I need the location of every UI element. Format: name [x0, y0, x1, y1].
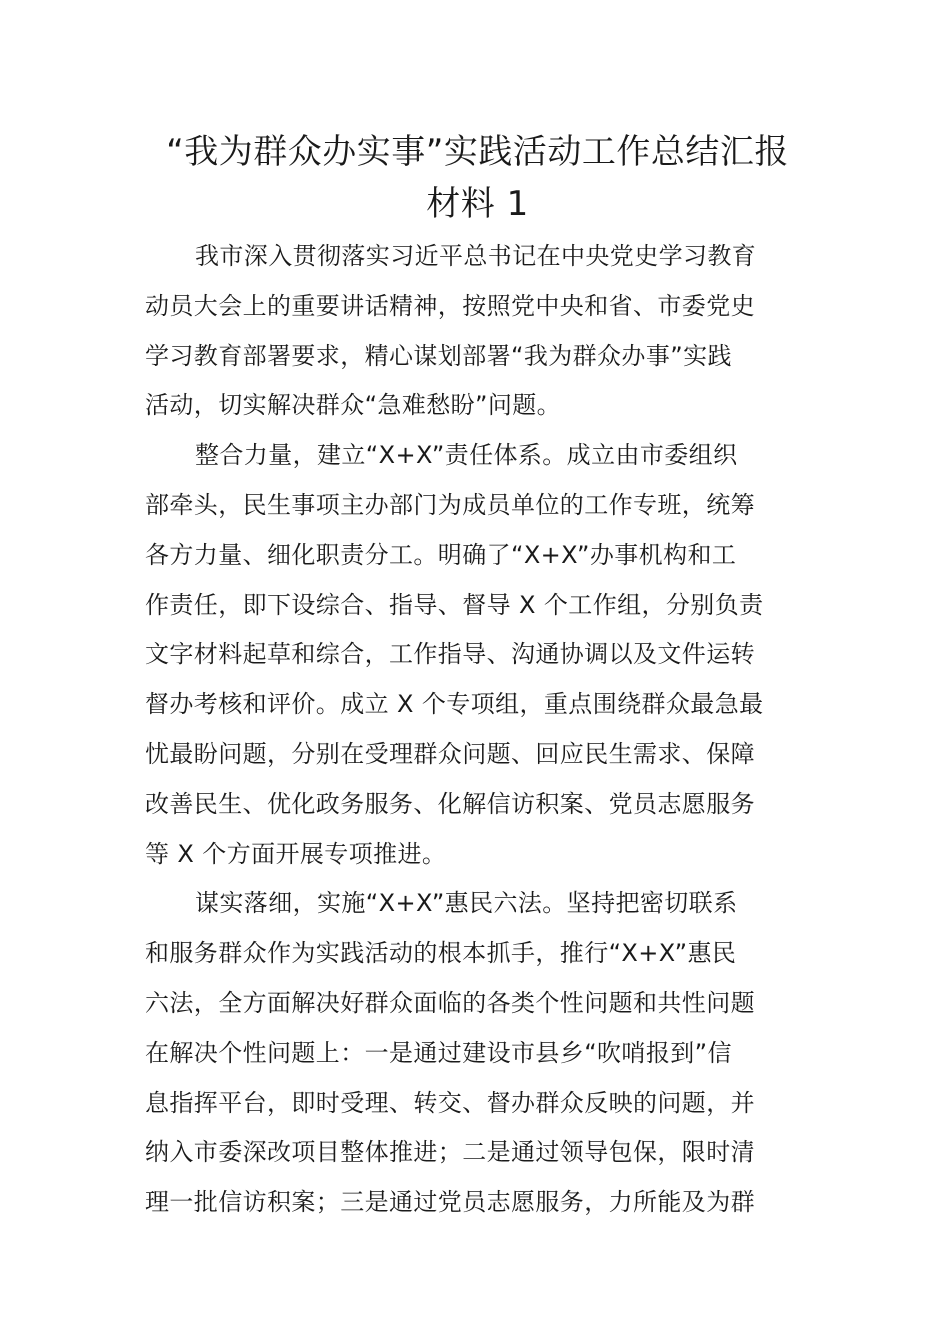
paragraph-2	[145, 431, 810, 879]
paragraph-line: 在解决个性问题上：一是通过建设市县乡“吹哨报到”信	[145, 1038, 732, 1067]
paragraph-line: 作责任，即下设综合、指导、督导 X 个工作组，分别负责	[145, 590, 764, 619]
paragraph-line: 息指挥平台，即时受理、转交、督办群众反映的问题，并	[145, 1088, 755, 1117]
paragraph-line: 纳入市委深改项目整体推进；二是通过领导包保，限时清	[145, 1138, 755, 1167]
document-body	[145, 232, 810, 1228]
title-line-1: “我为群众办实事”实践活动工作总结汇报	[166, 132, 789, 172]
title-line-2: 材料 1	[426, 184, 529, 224]
paragraph-1	[145, 232, 810, 431]
paragraph-line: 各方力量、细化职责分工。明确了“X+X”办事机构和工	[145, 540, 737, 569]
paragraph-line: 六法，全方面解决好群众面临的各类个性问题和共性问题	[145, 988, 755, 1017]
paragraph-line: 动员大会上的重要讲话精神，按照党中央和省、市委党史	[145, 291, 755, 320]
paragraph-line: 文字材料起草和综合，工作指导、沟通协调以及文件运转	[145, 640, 755, 669]
paragraph-line: 活动，切实解决群众“急难愁盼”问题。	[145, 391, 562, 420]
paragraph-line: 谋实落细，实施“X+X”惠民六法。坚持把密切联系	[195, 889, 738, 918]
paragraph-line: 督办考核和评价。成立 X 个专项组，重点围绕群众最急最	[145, 690, 764, 719]
document-title	[145, 126, 810, 230]
paragraph-line: 部牵头，民生事项主办部门为成员单位的工作专班，统筹	[145, 490, 755, 519]
paragraph-line: 学习教育部署要求，精心谋划部署“我为群众办事”实践	[145, 341, 732, 370]
paragraph-line: 我市深入贯彻落实习近平总书记在中央党史学习教育	[195, 242, 757, 270]
paragraph-line: 改善民生、优化政务服务、化解信访积案、党员志愿服务	[145, 789, 755, 818]
paragraph-line: 等 X 个方面开展专项推进。	[145, 839, 447, 868]
paragraph-3	[145, 879, 810, 1228]
paragraph-line: 理一批信访积案；三是通过党员志愿服务，力所能及为群	[145, 1188, 755, 1217]
paragraph-line: 忧最盼问题，分别在受理群众问题、回应民生需求、保障	[145, 739, 755, 768]
paragraph-line: 整合力量，建立“X+X”责任体系。成立由市委组织	[195, 441, 738, 470]
paragraph-line: 和服务群众作为实践活动的根本抓手，推行“X+X”惠民	[145, 939, 737, 968]
